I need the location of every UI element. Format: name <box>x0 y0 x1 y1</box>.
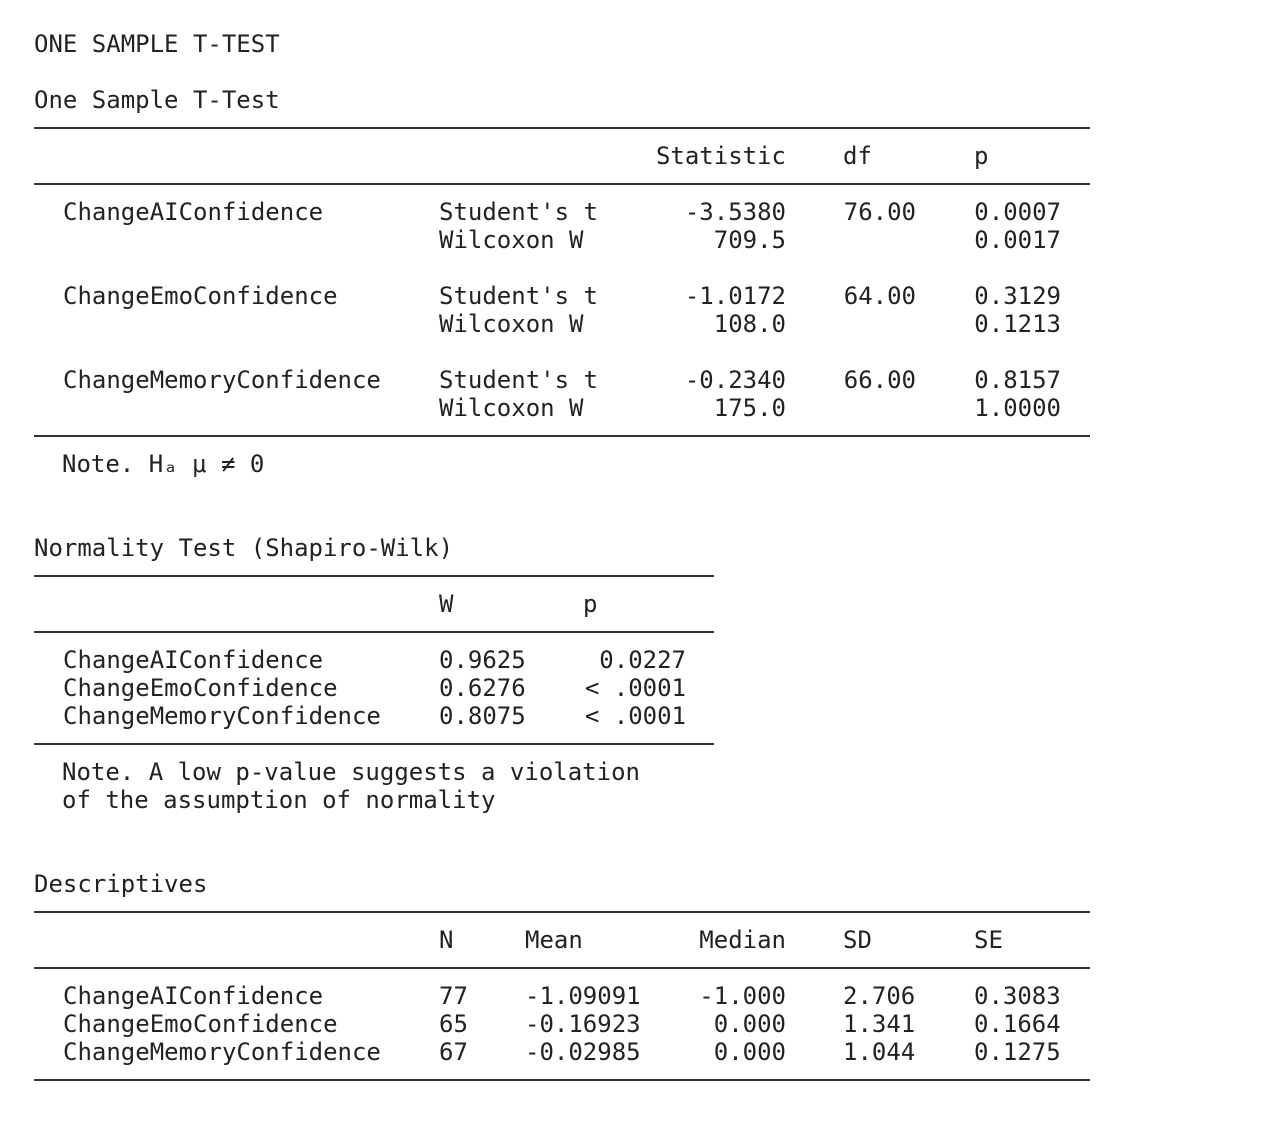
ttest-test-name: Student's t <box>439 282 598 310</box>
normality-header-rule <box>34 631 714 633</box>
descriptives-top-rule <box>34 911 1090 913</box>
ttest-note: Note. Hₐ μ ≠ 0 <box>62 450 265 478</box>
descriptives-n: 65 <box>439 1010 468 1038</box>
normality-bottom-rule <box>34 743 714 745</box>
ttest-header-p: p <box>974 142 989 170</box>
normality-top-rule <box>34 575 714 577</box>
descriptives-variable: ChangeAIConfidence <box>63 982 324 1010</box>
descriptives-header-n: N <box>439 926 454 954</box>
descriptives-mean: -0.02985 <box>525 1038 641 1066</box>
descriptives-sd: 2.706 <box>843 982 916 1010</box>
normality-variable: ChangeMemoryConfidence <box>63 702 381 730</box>
ttest-top-rule <box>34 127 1090 129</box>
descriptives-header-mean: Mean <box>525 926 583 954</box>
ttest-test-name: Wilcoxon W <box>439 310 584 338</box>
descriptives-sd: 1.341 <box>843 1010 916 1038</box>
normality-note-line1: Note. A low p-value suggests a violation <box>62 758 640 786</box>
normality-w: 0.8075 <box>439 702 526 730</box>
descriptives-mean: -1.09091 <box>525 982 641 1010</box>
ttest-p: 1.0000 <box>974 394 1061 422</box>
ttest-test-name: Wilcoxon W <box>439 226 584 254</box>
descriptives-n: 77 <box>439 982 468 1010</box>
descriptives-n: 67 <box>439 1038 468 1066</box>
normality-header-w: W <box>439 590 454 618</box>
ttest-p: 0.0007 <box>974 198 1061 226</box>
ttest-header-rule <box>34 183 1090 185</box>
descriptives-header-sd: SD <box>843 926 872 954</box>
ttest-test-name: Student's t <box>439 198 598 226</box>
ttest-variable: ChangeEmoConfidence <box>63 282 338 310</box>
descriptives-se: 0.1275 <box>974 1038 1061 1066</box>
ttest-p: 0.1213 <box>974 310 1061 338</box>
descriptives-sd: 1.044 <box>843 1038 916 1066</box>
ttest-header-statistic: Statistic <box>655 142 786 170</box>
ttest-p: 0.0017 <box>974 226 1061 254</box>
ttest-statistic: -3.5380 <box>684 198 786 226</box>
descriptives-variable: ChangeMemoryConfidence <box>63 1038 381 1066</box>
ttest-title: One Sample T-Test <box>34 86 280 114</box>
descriptives-mean: -0.16923 <box>525 1010 641 1038</box>
ttest-statistic: 709.5 <box>713 226 786 254</box>
ttest-variable: ChangeMemoryConfidence <box>63 366 381 394</box>
descriptives-se: 0.3083 <box>974 982 1061 1010</box>
ttest-df: 64.00 <box>843 282 916 310</box>
ttest-df: 76.00 <box>843 198 916 226</box>
descriptives-header-rule <box>34 967 1090 969</box>
ttest-statistic: 108.0 <box>713 310 786 338</box>
descriptives-bottom-rule <box>34 1079 1090 1081</box>
normality-p: 0.0227 <box>599 646 686 674</box>
descriptives-median: 0.000 <box>713 1010 786 1038</box>
descriptives-median: -1.000 <box>699 982 786 1010</box>
descriptives-median: 0.000 <box>713 1038 786 1066</box>
normality-header-p: p <box>583 590 598 618</box>
normality-variable: ChangeEmoConfidence <box>63 674 338 702</box>
page-title: ONE SAMPLE T-TEST <box>34 30 280 58</box>
ttest-p: 0.3129 <box>974 282 1061 310</box>
ttest-test-name: Student's t <box>439 366 598 394</box>
ttest-variable: ChangeAIConfidence <box>63 198 324 226</box>
ttest-statistic: -0.2340 <box>684 366 786 394</box>
normality-p: < .0001 <box>584 674 686 702</box>
normality-note-line2: of the assumption of normality <box>62 786 496 814</box>
descriptives-header-median: Median <box>699 926 786 954</box>
descriptives-variable: ChangeEmoConfidence <box>63 1010 338 1038</box>
ttest-df: 66.00 <box>843 366 916 394</box>
normality-title: Normality Test (Shapiro-Wilk) <box>34 534 454 562</box>
descriptives-header-se: SE <box>974 926 1003 954</box>
normality-p: < .0001 <box>584 702 686 730</box>
descriptives-title: Descriptives <box>34 870 208 898</box>
normality-w: 0.6276 <box>439 674 526 702</box>
normality-w: 0.9625 <box>439 646 526 674</box>
ttest-p: 0.8157 <box>974 366 1061 394</box>
ttest-header-df: df <box>843 142 872 170</box>
ttest-statistic: 175.0 <box>713 394 786 422</box>
ttest-bottom-rule <box>34 435 1090 437</box>
descriptives-se: 0.1664 <box>974 1010 1061 1038</box>
ttest-statistic: -1.0172 <box>684 282 786 310</box>
ttest-test-name: Wilcoxon W <box>439 394 584 422</box>
normality-variable: ChangeAIConfidence <box>63 646 324 674</box>
